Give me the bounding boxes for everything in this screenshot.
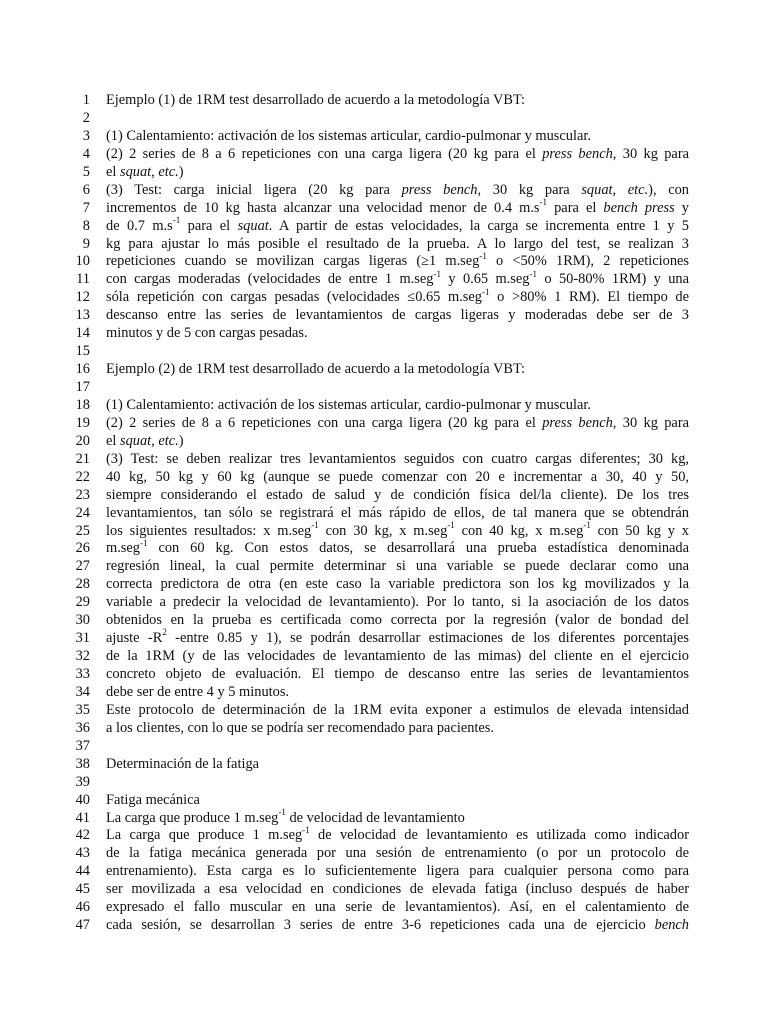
line-text: expresado el fallo muscular en una serie de levantamientos). Así, en el calentamiento de <box>106 899 689 916</box>
line-number: 6 <box>82 181 90 198</box>
line-number: 44 <box>75 863 90 880</box>
document-line <box>0 397 768 415</box>
line-number: 45 <box>75 881 90 898</box>
document-line <box>0 627 768 648</box>
document-line <box>0 469 768 487</box>
line-text: los siguientes resultados: x m.seg$^{-1}$ con 30 kg, x m.seg$^{-1}$ con 40 kg, x m.seg$^{-1}$ con 50 kg y x <box>106 519 689 539</box>
line-text: repeticiones cuando se movilizan cargas ligeras (≥1 m.seg$^{-1}$ o <50% 1RM), 2 repeticiones <box>106 250 690 270</box>
line-number: 15 <box>75 343 90 360</box>
document-line <box>0 774 768 792</box>
line-number: 14 <box>75 325 90 342</box>
line-number: 43 <box>75 845 90 862</box>
line-number: 40 <box>75 791 90 808</box>
line-number: 25 <box>75 522 90 539</box>
line-number: 34 <box>75 683 90 700</box>
line-number: 31 <box>75 630 90 647</box>
line-number: 37 <box>75 737 90 754</box>
document-line <box>0 164 768 182</box>
document-line <box>0 576 768 594</box>
document-line <box>0 110 768 128</box>
document-line <box>0 845 768 863</box>
line-text: (2) 2 series de 8 a 6 repeticiones con una carga ligera (20 kg para el press bench, 30 kg para <box>106 414 689 431</box>
line-text: de 0.7 $m.s^{-1}$ para el squat. A partir de estas velocidades, la carga se incrementa entre 1 y 5 <box>106 214 689 234</box>
document-line <box>0 361 768 379</box>
line-text: el squat, etc.) <box>106 432 184 449</box>
document-line <box>0 863 768 881</box>
line-text: levantamientos, tan sólo se registrará el más rápido de ellos, de tal manera que se obtendrán <box>106 504 689 521</box>
line-text: Fatiga mecánica <box>106 791 200 808</box>
line-number: 27 <box>75 558 90 575</box>
document-line <box>0 792 768 810</box>
line-text: siempre considerando el estado de salud y de condición física del/la cliente). De los tres <box>106 486 689 503</box>
document-line <box>0 128 768 146</box>
line-number: 47 <box>75 917 90 934</box>
line-text: entrenamiento). Esta carga es lo suficientemente ligera para cualquier persona como para <box>106 863 689 880</box>
line-number: 30 <box>75 612 90 629</box>
document-line <box>0 379 768 397</box>
line-number: 35 <box>75 701 90 718</box>
line-text: (2) 2 series de 8 a 6 repeticiones con una carga ligera (20 kg para el press bench, 30 kg para <box>106 145 689 162</box>
document-line <box>0 648 768 666</box>
document-line <box>0 214 768 236</box>
line-number: 1 <box>82 92 90 108</box>
line-text: ser movilizada a esa velocidad en condiciones de elevada fatiga (incluso después de haber <box>106 881 689 898</box>
line-number: 41 <box>75 809 90 826</box>
line-text: variable a predecir la velocidad de levantamiento). Por lo tanto, si la asociación de los datos <box>106 594 689 611</box>
line-number: 23 <box>75 486 90 503</box>
line-text: Ejemplo (1) de 1RM test desarrollado de acuerdo a la metodología VBT: <box>106 92 526 108</box>
line-text: cada sesión, se desarrollan 3 series de entre 3-6 repeticiones cada una de ejercicio bench <box>106 917 689 934</box>
line-text: debe ser de entre 4 y 5 minutos. <box>106 683 290 700</box>
document-line <box>0 92 768 110</box>
document-line <box>0 343 768 361</box>
document-line <box>0 824 768 845</box>
document-line <box>0 756 768 774</box>
document-line <box>0 236 768 254</box>
line-number: 29 <box>75 594 90 611</box>
document-line <box>0 196 768 218</box>
document-line <box>0 720 768 738</box>
line-text: sóla repetición con cargas pesadas (velocidades ≤0.65 m.seg$^{-1}$ o >80% 1 RM). El tiempo de <box>106 286 689 306</box>
document-line <box>0 738 768 756</box>
line-number: 9 <box>82 235 90 252</box>
line-number: 19 <box>75 414 90 431</box>
line-number: 36 <box>75 719 90 736</box>
document-line <box>0 286 768 307</box>
line-number: 2 <box>82 109 90 126</box>
line-number: 20 <box>75 432 90 449</box>
document-line <box>0 537 768 558</box>
document-line <box>0 899 768 917</box>
document-line <box>0 558 768 576</box>
document-line <box>0 250 768 271</box>
line-text: 40 kg, 50 kg y 60 kg (aunque se puede comenzar con 20 e incrementar a 30, 40 y 50, <box>106 468 689 485</box>
line-text: (3) Test: se deben realizar tres levantamientos seguidos con cuatro cargas diferentes; 30 kg, <box>106 450 689 467</box>
line-text: (3) Test: carga inicial ligera (20 kg para press bench, 30 kg para squat, etc.), con <box>106 181 689 198</box>
document-line <box>0 594 768 612</box>
document-line <box>0 433 768 451</box>
line-number: 18 <box>75 396 90 413</box>
line-text: (1) Calentamiento: activación de los sistemas articular, cardio-pulmonar y muscular. <box>106 127 591 144</box>
line-number: 4 <box>82 145 90 162</box>
document-line <box>0 415 768 433</box>
line-number: 22 <box>75 468 90 485</box>
line-text: Ejemplo (2) de 1RM test desarrollado de acuerdo a la metodología VBT: <box>106 361 526 378</box>
line-number: 13 <box>75 307 90 324</box>
document-line <box>0 806 768 828</box>
line-number: 12 <box>75 289 90 306</box>
line-text: ajuste $-R^2$ -entre 0.85 y 1), se podrán desarrollar estimaciones de los diferentes porcentajes <box>106 627 689 647</box>
document-line <box>0 146 768 164</box>
line-number: 11 <box>76 271 90 288</box>
line-number: 8 <box>82 217 90 234</box>
line-number: 26 <box>75 540 90 557</box>
line-number: 16 <box>75 361 90 378</box>
line-text: de la fatiga mecánica generada por una sesión de entrenamiento (o por un protocolo de <box>106 845 689 862</box>
line-text: con cargas moderadas (velocidades de entre 1 m.seg$^{-1}$ y 0.65 m.seg$^{-1}$ o 50-80% 1RM) y una <box>106 268 689 288</box>
line-number: 10 <box>75 253 90 270</box>
line-number: 17 <box>75 379 90 395</box>
line-text: de la 1RM (y de las velocidades de levantamiento de las mimas) del cliente en el ejercicio <box>106 648 689 665</box>
line-text: Determinación de la fatiga <box>106 755 260 772</box>
line-text: (1) Calentamiento: activación de los sistemas articular, cardio-pulmonar y muscular. <box>106 396 591 413</box>
document-line <box>0 702 768 720</box>
document-line <box>0 881 768 899</box>
line-text: m.seg$^{-1}$ con 60 kg. Con estos datos, se desarrollará una prueba estadística denominada <box>106 537 689 557</box>
line-number: 24 <box>75 504 90 521</box>
line-text: obtenidos en la prueba es certificada como correcta por la regresión (valor de bondad del <box>106 612 689 629</box>
line-text: Este protocolo de determinación de la 1RM evita exponer a estimulos de elevada intensidad <box>106 701 689 718</box>
document-line <box>0 307 768 325</box>
document-line <box>0 451 768 469</box>
line-text: descanso entre las series de levantamientos de cargas ligeras y moderadas debe ser de 3 <box>106 307 689 324</box>
line-text: correcta predictora de otra (en este caso la variable predictora son los kg movilizados y la <box>106 576 689 593</box>
document-body <box>0 92 768 935</box>
line-number: 32 <box>75 648 90 665</box>
document-line <box>0 666 768 684</box>
document-line <box>0 325 768 343</box>
document-line <box>0 519 768 541</box>
document-line <box>0 917 768 935</box>
line-number: 5 <box>82 163 90 180</box>
document-line <box>0 182 768 200</box>
line-number: 28 <box>75 576 90 593</box>
line-text: La carga que produce 1 m.seg$^{-1}$ de velocidad de levantamiento es utilizada como indicador <box>106 824 689 844</box>
document-line <box>0 684 768 702</box>
line-number: 33 <box>75 666 90 682</box>
line-text: el squat, etc.) <box>106 163 184 180</box>
document-line <box>0 487 768 505</box>
document-line <box>0 505 768 523</box>
line-text: concreto objeto de evaluación. El tiempo de descanso entre las series de levantamientos <box>106 666 689 682</box>
line-text: minutos y de 5 con cargas pesadas. <box>106 325 308 342</box>
line-number: 7 <box>82 199 90 216</box>
line-number: 39 <box>75 773 90 790</box>
line-number: 3 <box>82 127 90 144</box>
line-text: incrementos de 10 kg hasta alcanzar una velocidad menor de 0.4 $m.s^{-1}$ para el bench press y <box>106 196 689 216</box>
line-text: La carga que produce 1 m.seg$^{-1}$ de velocidad de levantamiento <box>106 806 465 826</box>
document-line <box>0 268 768 289</box>
line-number: 46 <box>75 899 90 916</box>
line-text: a los clientes, con lo que se podría ser recomendado para pacientes. <box>106 719 494 736</box>
line-text: regresión lineal, la cual permite determinar si una variable se puede declarar como una <box>106 558 689 575</box>
line-number: 42 <box>75 827 90 844</box>
line-number: 21 <box>75 450 90 467</box>
line-number: 38 <box>75 755 90 772</box>
line-text: kg para ajustar lo más posible el resultado de la prueba. A lo largo del test, se realizan 3 <box>106 235 689 252</box>
document-line <box>0 612 768 630</box>
